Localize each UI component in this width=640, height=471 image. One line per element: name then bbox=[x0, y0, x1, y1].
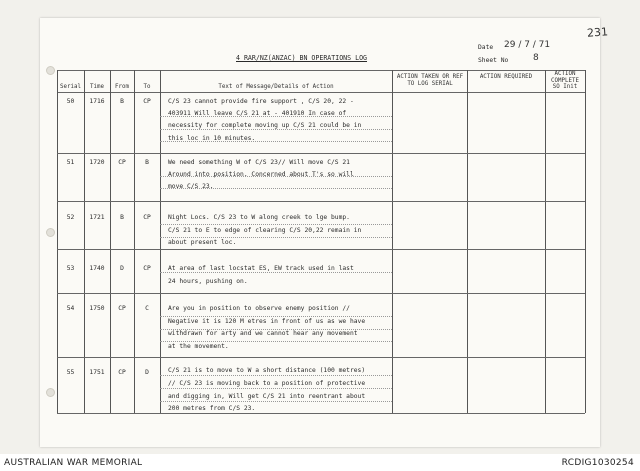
ruled-line bbox=[160, 272, 392, 273]
header-to: To bbox=[143, 84, 151, 90]
table-bottom-border bbox=[57, 413, 585, 414]
entry-to: CP bbox=[143, 265, 151, 272]
entry-serial: 52 bbox=[66, 214, 75, 221]
ruled-line bbox=[160, 237, 392, 238]
entry-text-line: // C/S 23 is moving back to a position of protective bbox=[168, 380, 366, 387]
entry-text-line: Are you in position to observe enemy position // bbox=[168, 305, 350, 312]
log-title: 4 RAR/NZ(ANZAC) BN OPERATIONS LOG bbox=[236, 54, 368, 62]
entry-text-line: 200 metres from C/S 23. bbox=[168, 405, 256, 412]
entry-from: D bbox=[120, 265, 124, 272]
entry-text-line: Around into position. Concerned about T's so will bbox=[168, 171, 354, 178]
ruled-line bbox=[160, 375, 392, 376]
sheet-value: 8 bbox=[533, 53, 539, 63]
row-divider bbox=[57, 293, 585, 294]
archive-reference: RCDIG1030254 bbox=[561, 458, 634, 468]
entry-from: CP bbox=[118, 159, 126, 166]
column-divider bbox=[110, 70, 111, 413]
column-divider bbox=[160, 70, 161, 413]
archive-source: AUSTRALIAN WAR MEMORIAL bbox=[4, 458, 143, 468]
row-divider bbox=[57, 201, 585, 202]
entry-time: 1716 bbox=[89, 98, 105, 105]
entry-serial: 55 bbox=[66, 369, 75, 376]
punch-hole bbox=[46, 66, 55, 75]
entry-from: B bbox=[120, 98, 124, 105]
column-divider bbox=[57, 70, 58, 413]
entry-time: 1750 bbox=[89, 305, 105, 312]
ruled-line bbox=[160, 224, 392, 225]
entry-text-line: Negative it is 120 M etres in front of us as we have bbox=[168, 318, 366, 325]
ruled-line bbox=[160, 388, 392, 389]
entry-serial: 51 bbox=[66, 159, 75, 166]
entry-text-line: C/S 21 to E to edge of clearing C/S 20,22 remain in bbox=[168, 227, 362, 234]
column-divider bbox=[392, 70, 393, 413]
entry-to: C bbox=[145, 305, 149, 312]
ruled-line bbox=[160, 316, 392, 317]
entry-time: 1740 bbox=[89, 265, 105, 272]
punch-hole bbox=[46, 388, 55, 397]
ruled-line bbox=[160, 341, 392, 342]
entry-text-line: at the movement. bbox=[168, 343, 229, 350]
header-time: Time bbox=[90, 84, 104, 90]
entry-to: CP bbox=[143, 214, 151, 221]
header-serial: Serial bbox=[60, 84, 81, 90]
entry-text-line: 24 hours, pushing on. bbox=[168, 278, 248, 285]
entry-time: 1720 bbox=[89, 159, 105, 166]
punch-hole bbox=[46, 228, 55, 237]
column-divider bbox=[467, 70, 468, 413]
row-divider bbox=[57, 153, 585, 154]
entry-to: D bbox=[145, 369, 149, 376]
entry-text-line: We need something W of C/S 23// Will move C/S 21 bbox=[168, 159, 350, 166]
column-divider bbox=[134, 70, 135, 413]
entry-serial: 53 bbox=[66, 265, 75, 272]
table-header-bottom-border bbox=[57, 92, 585, 93]
entry-text-line: C/S 21 is to move to W a short distance (100 metres) bbox=[168, 367, 366, 374]
entry-time: 1751 bbox=[89, 369, 105, 376]
table-top-border bbox=[57, 70, 585, 71]
header-action-taken: ACTION TAKEN OR REF TO LOG SERIAL bbox=[396, 74, 464, 87]
entry-text-line: and digging in, Will get C/S 21 into reentrant about bbox=[168, 393, 366, 400]
row-divider bbox=[57, 357, 585, 358]
column-divider bbox=[84, 70, 85, 413]
ruled-line bbox=[160, 401, 392, 402]
entry-text-line: about present loc. bbox=[168, 239, 237, 246]
entry-from: CP bbox=[118, 305, 126, 312]
entry-from: CP bbox=[118, 369, 126, 376]
ruled-line bbox=[160, 129, 392, 130]
header-text: Text of Message/Details of Action bbox=[218, 84, 334, 90]
entry-text-line: necessity for complete moving up C/S 21 could be in bbox=[168, 122, 362, 129]
header-from: From bbox=[115, 84, 129, 90]
date-value: 29 / 7 / 71 bbox=[504, 40, 551, 50]
entry-text-line: 403911 Will leave C/S 21 at - 401910 In case of bbox=[168, 110, 347, 117]
entry-serial: 54 bbox=[66, 305, 75, 312]
page-number: 231 bbox=[586, 25, 609, 40]
header-action-complete: ACTION COMPLETE SO Init bbox=[551, 71, 579, 90]
entry-text-line: Night Locs. C/S 23 to W along creek to lge bump. bbox=[168, 214, 350, 221]
entry-time: 1721 bbox=[89, 214, 105, 221]
sheet-label: Sheet No bbox=[478, 57, 509, 64]
entry-text-line: withdrawn for arty and we cannot hear any movement bbox=[168, 330, 358, 337]
entry-serial: 50 bbox=[66, 98, 75, 105]
header-action-required: ACTION REQUIRED bbox=[479, 74, 533, 80]
column-divider bbox=[545, 70, 546, 413]
row-divider bbox=[57, 249, 585, 250]
entry-text-line: At area of last locstat ES, EW track used in last bbox=[168, 265, 354, 272]
entry-text-line: move C/S 23. bbox=[168, 183, 214, 190]
entry-text-line: this loc in 10 minutes. bbox=[168, 135, 256, 142]
column-divider bbox=[585, 70, 586, 413]
entry-to: CP bbox=[143, 98, 151, 105]
entry-text-line: C/S 23 cannot provide fire support , C/S 20, 22 - bbox=[168, 98, 354, 105]
date-label: Date bbox=[478, 44, 494, 51]
entry-from: B bbox=[120, 214, 124, 221]
entry-to: B bbox=[145, 159, 149, 166]
